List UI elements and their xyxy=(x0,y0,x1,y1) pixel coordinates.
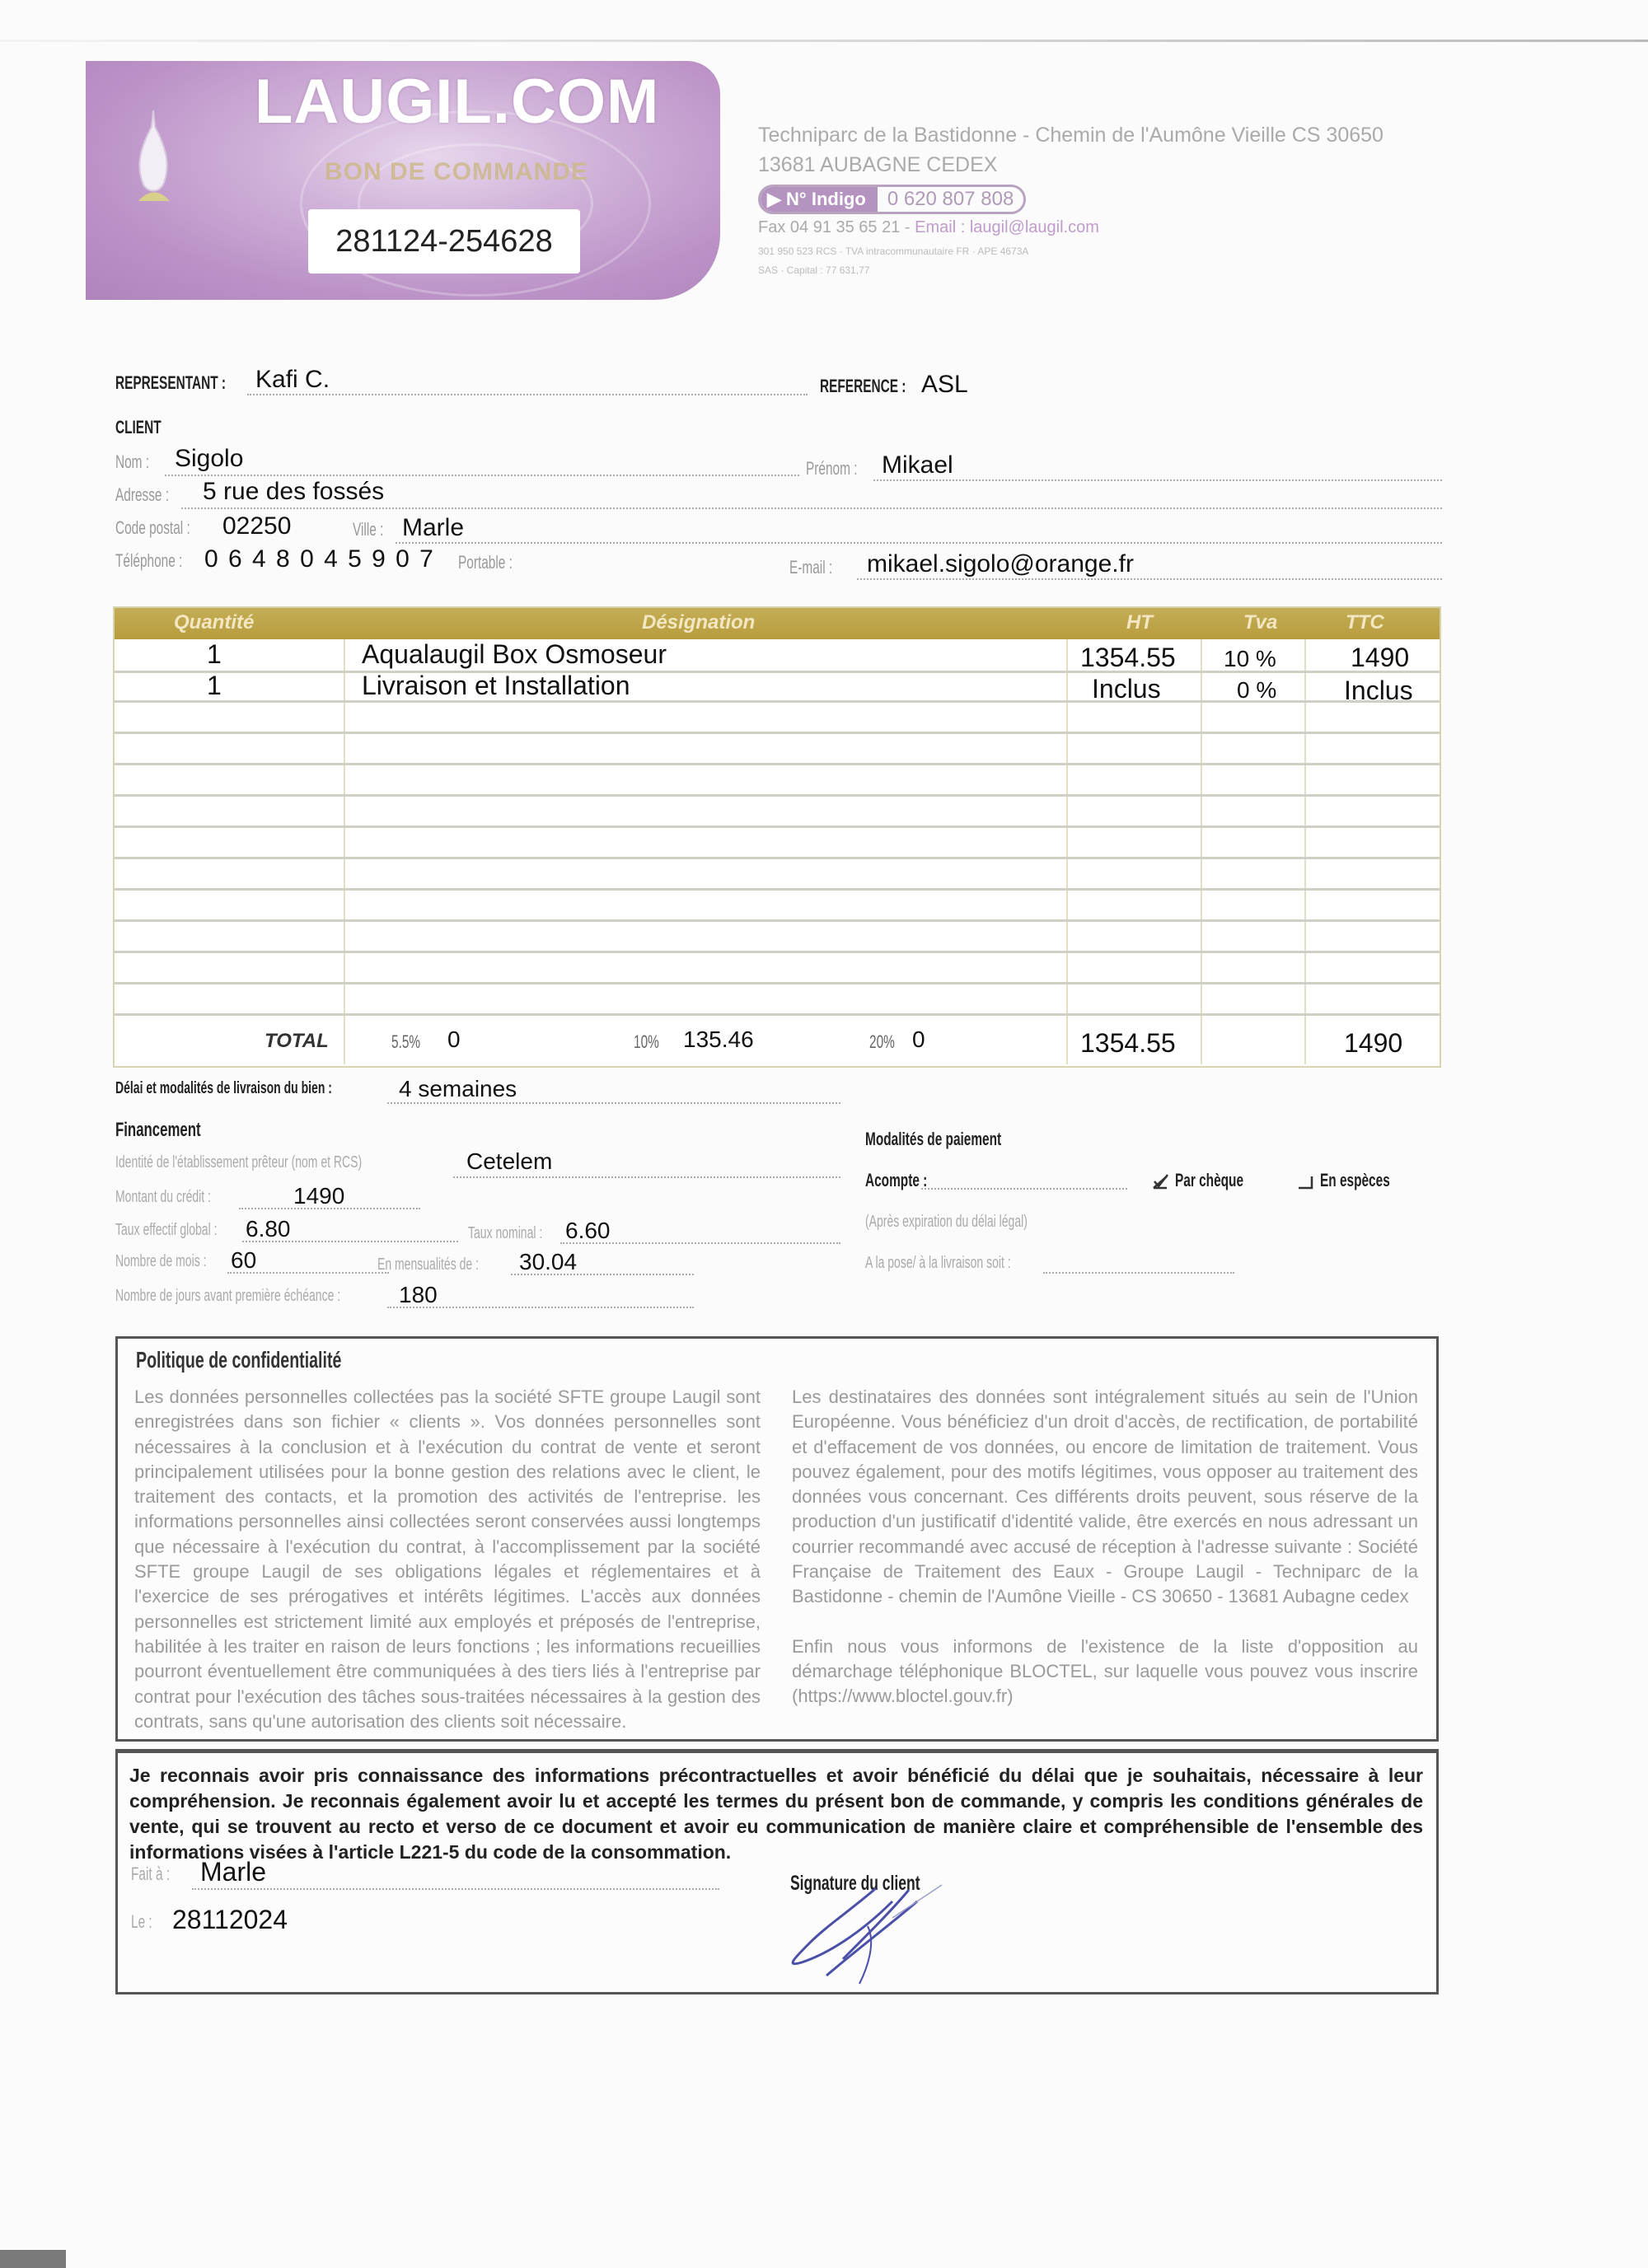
row-designation: Livraison et Installation xyxy=(362,671,630,700)
col-tva: Tva xyxy=(1243,611,1278,634)
legal-line1: 301 950 523 RCS · TVA intracommunautaire FR · APE 4673A xyxy=(758,246,1029,257)
client-section-label: CLIENT xyxy=(115,417,162,437)
reference-value[interactable]: ASL xyxy=(921,371,968,398)
portable-label: Portable : xyxy=(458,552,513,573)
nom-label: Nom : xyxy=(115,451,150,472)
water-drop-logo-icon xyxy=(135,110,171,209)
table-row-line xyxy=(115,732,1440,734)
preteur-field[interactable]: Cetelem xyxy=(466,1148,553,1174)
nb-mois-line xyxy=(227,1272,389,1274)
mensualites-field[interactable]: 30.04 xyxy=(519,1249,578,1274)
prenom-label: Prénom : xyxy=(806,458,858,479)
table-row-line xyxy=(115,857,1440,859)
delai-legal-note: (Après expiration du délai légal) xyxy=(865,1213,1028,1231)
financement-title: Financement xyxy=(115,1119,201,1141)
email-label: E-mail : xyxy=(789,557,833,578)
vat-10-value: 135.46 xyxy=(683,1026,754,1052)
company-info xyxy=(758,120,1383,278)
nb-mois-label: Nombre de mois : xyxy=(115,1252,207,1270)
date-field[interactable]: 28112024 xyxy=(172,1905,288,1934)
col-divider xyxy=(1201,639,1202,1064)
row-ht: Inclus xyxy=(1092,674,1161,704)
pose-label: A la pose/ à la livraison soit : xyxy=(865,1254,1011,1272)
nb-mois-field[interactable]: 60 xyxy=(231,1247,257,1273)
taux-nominal-line xyxy=(560,1242,840,1244)
code-postal-label: Code postal : xyxy=(115,517,190,538)
table-row-line xyxy=(115,982,1440,984)
scan-top-edge xyxy=(0,40,1648,42)
email-line xyxy=(857,578,1442,580)
row-ttc: Inclus xyxy=(1344,676,1413,705)
preteur-label: Identité de l'établissement prêteur (nom et RCS) xyxy=(115,1153,363,1171)
play-icon: ▶ xyxy=(767,189,787,209)
col-designation: Désignation xyxy=(642,611,756,634)
scan-corner-mark xyxy=(0,2250,66,2268)
company-email: Email : laugil@laugil.com xyxy=(915,218,1099,236)
total-label: TOTAL xyxy=(265,1030,329,1052)
privacy-left-column xyxy=(134,1385,761,1734)
col-ttc: TTC xyxy=(1346,611,1384,634)
table-header xyxy=(115,608,1440,639)
telephone-field[interactable]: 0 6 4 8 0 4 5 9 0 7 xyxy=(204,545,435,573)
jours-field[interactable]: 180 xyxy=(399,1282,438,1307)
table-row-line xyxy=(115,794,1440,797)
document-type-title: BON DE COMMANDE xyxy=(325,158,588,185)
representant-value[interactable]: Kafi C. xyxy=(255,366,330,393)
privacy-right-column xyxy=(792,1385,1418,1709)
acknowledgement-box xyxy=(115,1749,1439,1994)
pose-line[interactable] xyxy=(1043,1272,1234,1274)
acompte-label: Acompte : xyxy=(865,1170,928,1190)
total-ht: 1354.55 xyxy=(1080,1028,1176,1058)
order-table xyxy=(113,606,1441,1068)
email-field[interactable]: mikael.sigolo@orange.fr xyxy=(867,550,1134,578)
table-row-line xyxy=(115,919,1440,922)
montant-line xyxy=(239,1208,420,1209)
col-divider xyxy=(1304,639,1306,1064)
table-row-line xyxy=(115,888,1440,891)
adresse-line xyxy=(181,507,1442,509)
privacy-right-text-1: Les destinataires des données sont intégralement situés au sein de l'Union Européenne. Vous bénéficiez d'un droit d'accès, de rectification, de portabilité et d'effacement de vos données, ou encore de limitation de traitement. Vous pouvez également, pour des motifs légitimes, vous opposer au traitement des données vous concernant. Ces différents droits peuvent, sous réserve de la production d'un justificatif d'identité valide, être exercés en nous adressant un courrier recommandé avec accusé de réception à l'adresse suivante : Société Française de Traitement des Eaux - Groupe Laugil - Techniparc de la Bastidonne - chemin de l'Aumône Vieille - CS 30650 - 13681 Aubagne cedex xyxy=(792,1387,1418,1607)
col-quantite: Quantité xyxy=(174,611,255,634)
col-divider xyxy=(344,639,345,1064)
row-designation: Aqualaugil Box Osmoseur xyxy=(362,639,667,669)
preteur-line xyxy=(453,1176,840,1178)
fait-a-label: Fait à : xyxy=(131,1864,171,1884)
indigo-label: ▶ N° Indigo xyxy=(761,187,878,212)
fait-a-line xyxy=(192,1888,719,1890)
row-tva: 10 % xyxy=(1224,646,1276,671)
en-especes-option[interactable]: En espèces xyxy=(1297,1170,1420,1191)
prenom-line xyxy=(873,479,1442,481)
header-banner xyxy=(86,61,720,300)
livraison-value[interactable]: 4 semaines xyxy=(399,1076,517,1101)
nom-line xyxy=(165,475,799,476)
fait-a-field[interactable]: Marle xyxy=(200,1857,267,1887)
client-signature[interactable] xyxy=(777,1877,991,1992)
paiement-title: Modalités de paiement xyxy=(865,1129,1002,1149)
taux-nominal-label: Taux nominal : xyxy=(468,1224,543,1242)
jours-label: Nombre de jours avant première échéance : xyxy=(115,1287,341,1305)
indigo-phone-badge xyxy=(758,185,1026,214)
row-ttc: 1490 xyxy=(1351,643,1410,672)
adresse-field[interactable]: 5 rue des fossés xyxy=(203,478,385,505)
company-address-line2: 13681 AUBAGNE CEDEX xyxy=(758,153,998,176)
par-cheque-option[interactable]: Par chèque xyxy=(1152,1170,1273,1191)
ville-field[interactable]: Marle xyxy=(402,514,465,541)
taeg-label: Taux effectif global : xyxy=(115,1221,218,1239)
taux-nominal-field[interactable]: 6.60 xyxy=(565,1218,611,1243)
total-ttc: 1490 xyxy=(1344,1028,1403,1058)
prenom-field[interactable]: Mikael xyxy=(882,451,953,479)
nom-field[interactable]: Sigolo xyxy=(175,445,244,472)
acompte-line[interactable] xyxy=(921,1188,1127,1190)
checkbox-checked-icon[interactable] xyxy=(1152,1173,1168,1190)
montant-field[interactable]: 1490 xyxy=(293,1183,345,1209)
taeg-field[interactable]: 6.80 xyxy=(246,1216,291,1242)
telephone-label: Téléphone : xyxy=(115,550,183,571)
col-ht: HT xyxy=(1126,611,1153,634)
row-ht: 1354.55 xyxy=(1080,643,1176,672)
col-divider xyxy=(1066,639,1068,1064)
order-number: 281124-254628 xyxy=(308,209,580,274)
montant-label: Montant du crédit : xyxy=(115,1188,211,1206)
mensualites-line xyxy=(511,1274,694,1275)
mensualites-label: En mensualités de : xyxy=(377,1256,479,1274)
livraison-line xyxy=(387,1102,840,1104)
ville-line xyxy=(396,542,1442,544)
table-row-line xyxy=(115,1013,1440,1016)
row-quantite: 1 xyxy=(207,671,222,700)
vat-5-5-label: 5.5% xyxy=(391,1031,421,1052)
row-quantite: 1 xyxy=(207,639,222,669)
row-tva: 0 % xyxy=(1237,677,1277,703)
privacy-title: Politique de confidentialité xyxy=(136,1347,342,1372)
representant-label: REPRESENTANT : xyxy=(115,372,227,393)
legal-line2: SAS · Capital : 77 631,77 xyxy=(758,264,870,276)
vat-20-label: 20% xyxy=(869,1031,895,1052)
privacy-policy-box xyxy=(115,1336,1439,1742)
reference-label: REFERENCE : xyxy=(820,376,906,396)
privacy-right-text-2: Enfin nous vous informons de l'existence de la liste d'opposition au démarchage téléphonique BLOCTEL, sur laquelle vous pouvez vous inscrire (https://www.bloctel.gouv.fr) xyxy=(792,1635,1418,1707)
acknowledgement-text: Je reconnais avoir pris connaissance des informations précontractuelles et avoir bénéficié du délai que je souhaitais, nécessaire à leur compréhension. Je reconnais également avoir lu et accepté les termes du présent bon de commande, y compris les conditions générales de vente, qui se trouvent au recto et verso de ce document et avoir eu communication de manière claire et compréhensible de l'ensemble des informations visées à l'article L221-5 du code de la consommation. xyxy=(129,1765,1423,1863)
vat-20-value: 0 xyxy=(912,1026,925,1052)
privacy-left-text: Les données personnelles collectées pas la société SFTE groupe Laugil sont enregistrées dans son fichier « clients ». Vos données personnelles sont nécessaires à la conclusion et à l'exécution du contrat de vente et seront principalement utilisées pour la bonne gestion des relations avec le client, le traitement des contacts, et la promotion des activités de l'entreprise. les informations personnelles ainsi collectées seront conservées aussi longtemps que nécessaire à l'exécution du contrat, à l'accomplissement par la société SFTE groupe Laugil de ses obligations légales et réglementaires et à l'exercice de ses prérogatives et intérêts légitimes. L'accès aux données personnelles est strictement limité aux employés et préposés de l'entreprise, habilitée à les traiter en raison de leurs fonctions ; les informations recueillies pourront éventuellement être communiquées à des tiers liés à l'entreprise par contrat pour l'exécution des tâches sous-traitées nécessaires à la gestion des contrats, sans qu'une autorisation des clients soit nécessaire. xyxy=(134,1387,761,1732)
jours-line xyxy=(387,1307,694,1308)
ville-label: Ville : xyxy=(353,519,384,540)
table-row-line xyxy=(115,951,1440,953)
adresse-label: Adresse : xyxy=(115,484,170,505)
vat-10-label: 10% xyxy=(634,1031,659,1052)
checkbox-unchecked-icon[interactable] xyxy=(1297,1173,1313,1190)
livraison-label: Délai et modalités de livraison du bien : xyxy=(115,1079,332,1097)
brand-logo-text: LAUGIL.COM xyxy=(255,67,660,137)
company-address-line1: Techniparc de la Bastidonne - Chemin de l'Aumône Vieille CS 30650 xyxy=(758,124,1383,147)
fax-email-line: Fax 04 91 35 65 21 - Email : laugil@laugil.com xyxy=(758,218,1099,236)
indigo-number: 0 620 807 808 xyxy=(887,188,1014,210)
representant-line xyxy=(247,394,808,395)
signature-label: Signature du client xyxy=(790,1872,920,1895)
code-postal-field[interactable]: 02250 xyxy=(222,512,292,540)
le-label: Le : xyxy=(131,1911,152,1932)
table-row-line xyxy=(115,763,1440,765)
vat-5-5-value: 0 xyxy=(447,1026,461,1052)
taeg-line xyxy=(242,1241,458,1242)
table-row-line xyxy=(115,825,1440,828)
